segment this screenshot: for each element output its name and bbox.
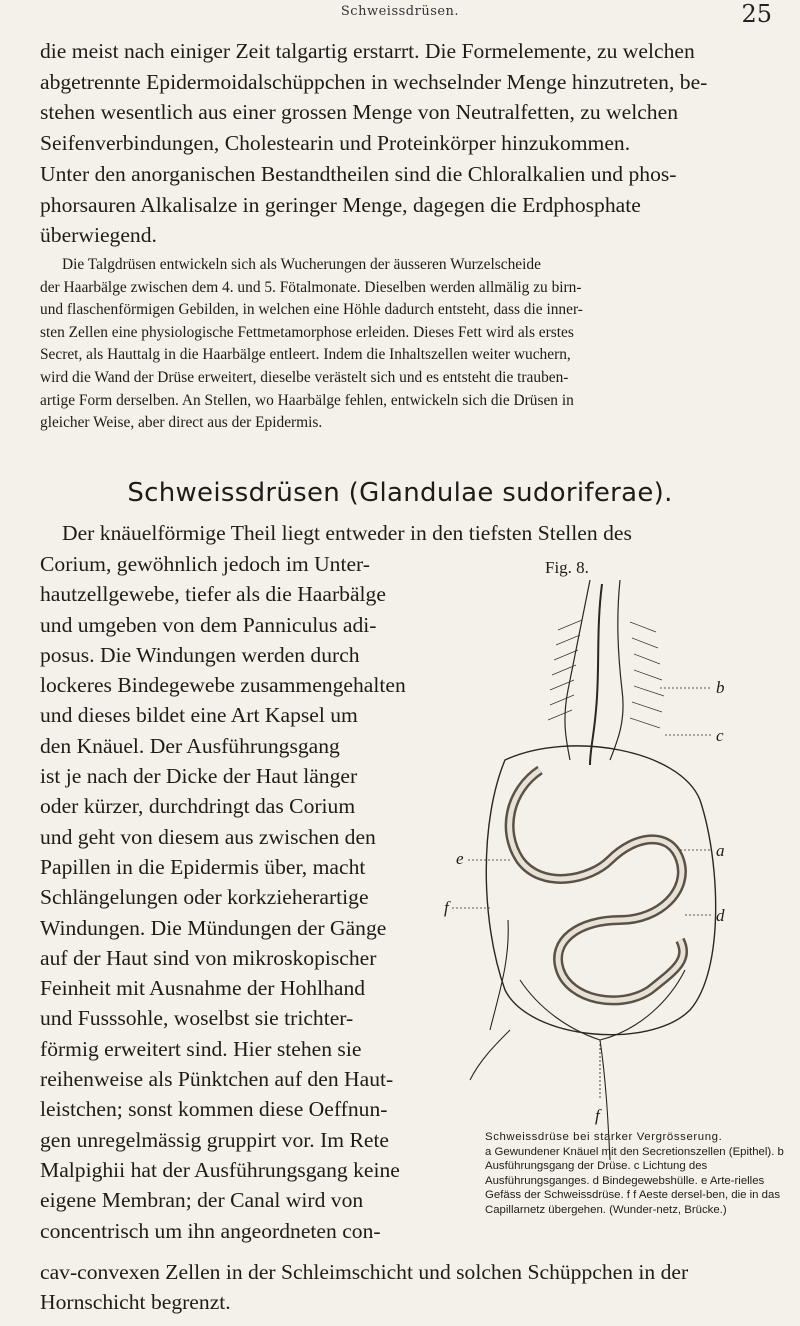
duct-outline xyxy=(565,580,590,760)
text-line: Windungen. Die Mündungen der Gänge xyxy=(40,915,387,940)
text-line: auf der Haut sind von mikroskopischer xyxy=(40,945,377,970)
text-line: überwiegend. xyxy=(40,223,157,248)
text-line: förmig erweitert sind. Hier stehen sie xyxy=(40,1036,362,1061)
text-line: abgetrennte Epidermoidalschüppchen in wechselnder Menge hinzutreten, be- xyxy=(40,69,708,94)
text-line: gen unregelmässig gruppirt vor. Im Rete xyxy=(40,1127,390,1152)
text-line: posus. Die Windungen werden durch xyxy=(40,642,360,667)
text-line: Corium, gewöhnlich jedoch im Unter- xyxy=(40,552,371,576)
body-column xyxy=(40,549,466,1246)
text-line: die meist nach einiger Zeit talgartig erstarrt. Die Formelemente, zu welchen xyxy=(40,39,695,63)
text-line: Seifenverbindungen, Cholestearin und Proteinkörper hinzukommen. xyxy=(40,131,631,156)
text-line: und umgeben von dem Panniculus adi- xyxy=(40,612,377,637)
figure-label: Fig. 8. xyxy=(545,558,589,577)
text-line: ist je nach der Dicke der Haut länger xyxy=(40,764,358,789)
figure-letter-c: c xyxy=(716,726,724,745)
text-line: Malpighii hat der Ausführungsgang keine xyxy=(40,1157,400,1182)
duct-lumen xyxy=(590,584,602,765)
text-line: Der knäuelförmige Theil liegt entweder in den tiefsten Stellen des xyxy=(62,521,632,545)
figure-letter-d: d xyxy=(716,906,725,925)
paragraph-development-note xyxy=(40,254,764,435)
text-line: und dieses bildet eine Art Kapsel um xyxy=(40,703,358,728)
text-line: lockeres Bindegewebe zusammengehalten xyxy=(40,673,406,698)
text-line: concentrisch um ihn angeordneten con- xyxy=(40,1218,381,1243)
text-line: oder kürzer, durchdringt das Corium xyxy=(40,794,356,819)
text-line: der Haarbälge zwischen dem 4. und 5. Fötalmonate. Dieselben werden allmälig zu birn- xyxy=(40,278,582,296)
figure-letter-f: f xyxy=(444,898,449,917)
text-line: und Fusssohle, woselbst sie trichter- xyxy=(40,1006,354,1031)
text-line: gleicher Weise, aber direct aus der Epidermis. xyxy=(40,414,323,432)
figure-letter-f: f xyxy=(595,1106,600,1125)
text-line: und geht von diesem aus zwischen den xyxy=(40,824,376,849)
text-line: Feinheit mit Ausnahme der Hohlhand xyxy=(40,976,366,1001)
section-heading: Schweissdrüsen (Glandulae sudoriferae). xyxy=(127,478,673,508)
text-line: den Knäuel. Der Ausführungsgang xyxy=(40,733,340,758)
body-tail xyxy=(40,1257,764,1318)
text-line: eigene Membran; der Canal wird von xyxy=(40,1188,364,1213)
text-line: Hornschicht begrenzt. xyxy=(40,1290,231,1315)
figure-letter-e: e xyxy=(456,849,464,868)
gland-coil xyxy=(510,770,684,1000)
text-line: hautzellgewebe, tiefer als die Haarbälge xyxy=(40,582,386,607)
text-line: artige Form derselben. An Stellen, wo Haarbälge fehlen, entwickeln sich die Drüsen in xyxy=(40,391,574,409)
caption-text: a Gewundener Knäuel mit den Secretionszellen (Epithel). b Ausführungsgang der Drüse. c Lichtung des Ausführungsganges. d Bindegewebshülle. e Arte-rielles Gefäss der Schweissdrüse. f f Aeste dersel-ben, die in das Capillarnetz übergehen. (Wunder-netz, Brücke.) xyxy=(485,1145,784,1216)
figure-caption xyxy=(485,1130,785,1218)
text-line: Unter den anorganischen Bestandtheilen sind die Chloralkalien und phos- xyxy=(40,161,677,186)
duct-outline xyxy=(610,580,623,760)
text-line: wird die Wand der Drüse erweitert, dieselbe verästelt sich und es entsteht die trauben- xyxy=(40,368,569,386)
text-line: leistchen; sonst kommen diese Oeffnun- xyxy=(40,1097,388,1122)
text-line: phorsauren Alkalisalze in geringer Menge, dagegen die Erdphosphate xyxy=(40,192,641,217)
caption-title: Schweissdrüse bei starker Vergrösserung. xyxy=(485,1131,723,1143)
running-title: Schweissdrüsen. xyxy=(340,4,460,19)
text-line: Papillen in die Epidermis über, macht xyxy=(40,854,366,879)
text-line: Secret, als Hauttalg in die Haarbälge entleert. Indem die Inhaltszellen weiter wuchern, xyxy=(40,346,571,364)
text-line: sten Zellen eine physiologische Fettmetamorphose erleiden. Dieses Fett wird als erstes xyxy=(40,323,574,341)
text-line: und flaschenförmigen Gebilden, in welchen eine Höhle dadurch entsteht, dass die inner- xyxy=(40,301,583,319)
page-number: 25 xyxy=(741,0,772,28)
figure-letter-b: b xyxy=(716,678,725,697)
body-first-line xyxy=(40,518,770,549)
sweat-gland-illustration xyxy=(450,560,790,1160)
text-line: stehen wesentlich aus einer grossen Menge von Neutralfetten, zu welchen xyxy=(40,100,678,125)
figure-letter-a: a xyxy=(716,841,725,860)
text-line: Die Talgdrüsen entwickeln sich als Wucherungen der äusseren Wurzelscheide xyxy=(62,256,541,273)
paragraph-sebum-composition xyxy=(40,36,764,251)
text-line: reihenweise als Pünktchen auf den Haut- xyxy=(40,1067,394,1092)
text-line: Schlängelungen oder korkzieherartige xyxy=(40,885,369,910)
text-line: cav-convexen Zellen in der Schleimschicht und solchen Schüppchen in der xyxy=(40,1260,689,1284)
